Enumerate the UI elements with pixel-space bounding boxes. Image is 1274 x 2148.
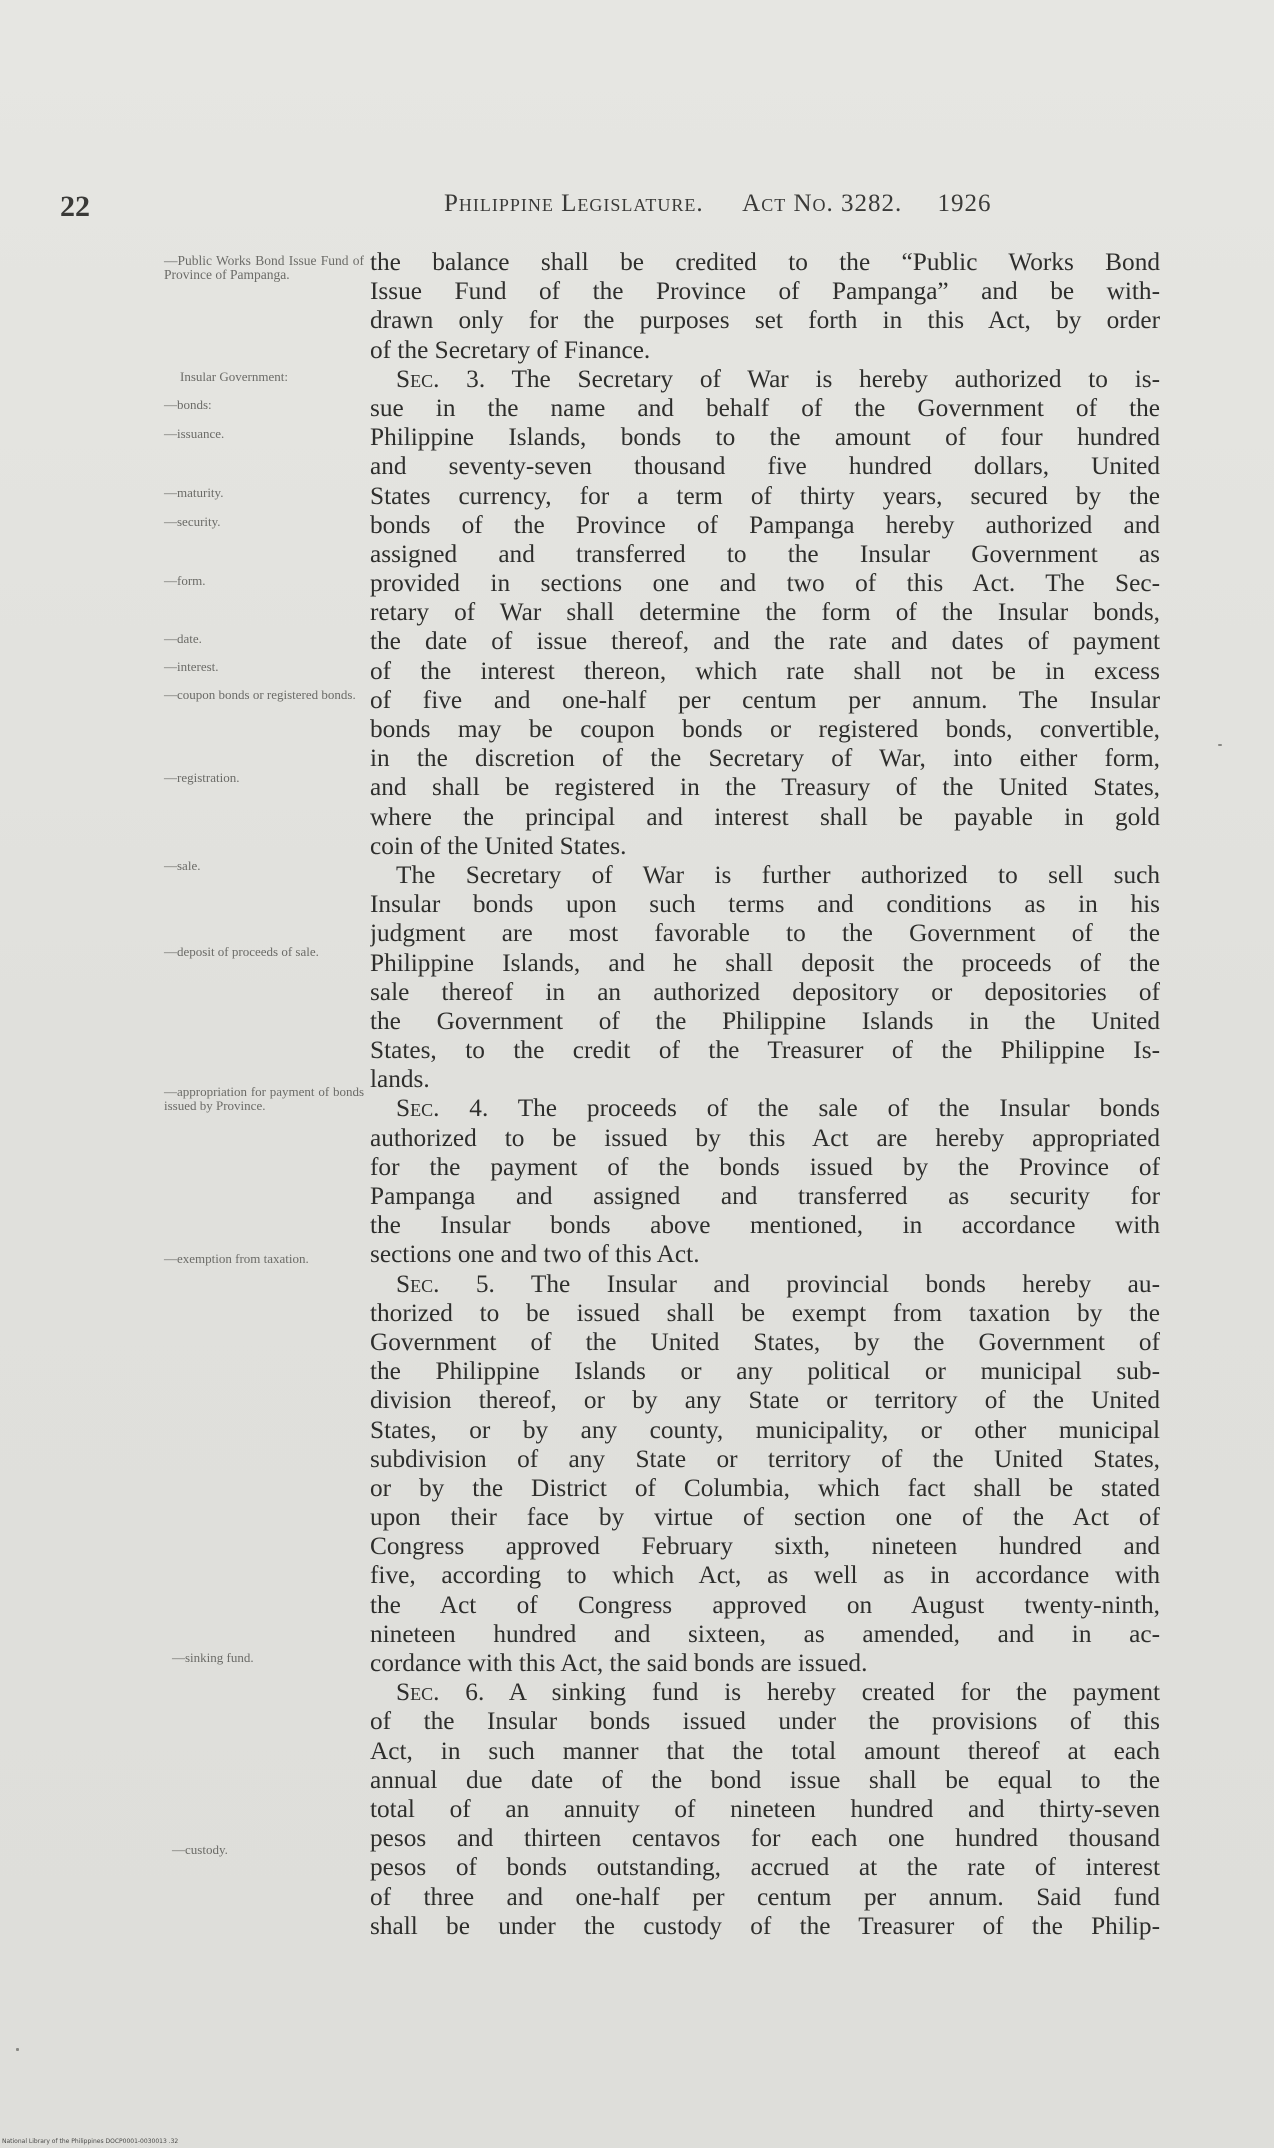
text-line: judgment are most favorable to the Government of the bbox=[370, 919, 1160, 948]
text-line: the Act of Congress approved on August twenty-ninth, bbox=[370, 1590, 1160, 1619]
text-line: subdivision of any State or territory of the United States, bbox=[370, 1444, 1160, 1473]
text-line: of the Secretary of Finance. bbox=[370, 335, 651, 364]
text-line: where the principal and interest shall be payable in gold bbox=[370, 802, 1160, 831]
text-line: States, or by any county, municipality, or other municipal bbox=[370, 1415, 1160, 1444]
text-line: the balance shall be credited to the “Public Works Bond bbox=[370, 248, 1160, 276]
margin-note-sale: —sale. bbox=[164, 858, 201, 873]
text-line: upon their face by virtue of section one of the Act of bbox=[370, 1503, 1160, 1532]
margin-note-deposit: —deposit of proceeds of sale. bbox=[164, 944, 319, 959]
text-line: Act, in such manner that the total amount thereof at each bbox=[370, 1736, 1160, 1765]
margin-note-interest: —interest. bbox=[164, 659, 219, 674]
text-line: retary of War shall determine the form of the Insular bonds, bbox=[370, 598, 1160, 627]
margin-note-security: —security. bbox=[164, 514, 221, 529]
text-line: sale thereof in an authorized depository or depositories of bbox=[370, 977, 1160, 1006]
text-line: States, to the credit of the Treasurer of the Philippine Is- bbox=[370, 1036, 1160, 1065]
text-line: Issue Fund of the Province of Pampanga” and be with- bbox=[370, 277, 1160, 306]
margin-note-appropriation: —appropriation for payment of bonds issued by Province. bbox=[164, 1084, 364, 1113]
text-line: Sec. 5. The Insular and provincial bonds hereby au- bbox=[396, 1269, 1160, 1298]
margin-note-coupon-bonds: —coupon bonds or registered bonds. bbox=[164, 687, 356, 702]
body-text bbox=[370, 248, 1160, 1941]
text-line: and seventy-seven thousand five hundred dollars, United bbox=[370, 452, 1160, 481]
margin-note-registration: —registration. bbox=[164, 770, 240, 785]
text-line: sue in the name and behalf of the Government of the bbox=[370, 393, 1160, 422]
text-line: pesos and thirteen centavos for each one hundred thousand bbox=[370, 1824, 1160, 1853]
text-line: and shall be registered in the Treasury of the United States, bbox=[370, 773, 1160, 802]
text-line: pesos of bonds outstanding, accrued at the rate of interest bbox=[370, 1853, 1160, 1882]
text-line: cordance with this Act, the said bonds are issued. bbox=[370, 1649, 868, 1677]
margin-note-exemption: —exemption from taxation. bbox=[164, 1251, 309, 1266]
text-line: bonds may be coupon bonds or registered bonds, convertible, bbox=[370, 715, 1160, 743]
running-head bbox=[444, 190, 1094, 218]
text-line: total of an annuity of nineteen hundred and thirty-seven bbox=[370, 1794, 1160, 1823]
margin-note-insular-government: Insular Government: bbox=[180, 369, 288, 384]
text-line: Sec. 6. A sinking fund is hereby created for the payment bbox=[396, 1678, 1160, 1707]
text-line: division thereof, or by any State or territory of the United bbox=[370, 1386, 1160, 1415]
running-head-legislature: Philippine Legislature. bbox=[444, 190, 704, 217]
margin-note-issuance: —issuance. bbox=[164, 426, 225, 441]
margin-note-date: —date. bbox=[164, 631, 202, 646]
text-line: the Insular bonds above mentioned, in accordance with bbox=[370, 1211, 1160, 1240]
text-line: the Government of the Philippine Islands in the United bbox=[370, 1006, 1160, 1035]
text-line: five, according to which Act, as well as in accordance with bbox=[370, 1561, 1160, 1590]
text-line: in the discretion of the Secretary of War, into either form, bbox=[370, 744, 1160, 773]
text-line: Congress approved February sixth, nineteen hundred and bbox=[370, 1532, 1160, 1561]
running-head-act: Act No. 3282. bbox=[742, 190, 903, 217]
text-line: of the interest thereon, which rate shall not be in excess bbox=[370, 656, 1160, 685]
text-line: of five and one-half per centum per annum. The Insular bbox=[370, 685, 1160, 714]
text-line: States currency, for a term of thirty years, secured by the bbox=[370, 481, 1160, 510]
text-line: shall be under the custody of the Treasurer of the Philip- bbox=[370, 1911, 1160, 1940]
margin-notes bbox=[0, 0, 370, 2148]
text-line: drawn only for the purposes set forth in this Act, by order bbox=[370, 306, 1160, 335]
margin-note-form: —form. bbox=[164, 573, 206, 588]
running-head-year: 1926 bbox=[937, 190, 992, 217]
text-line: for the payment of the bonds issued by the Province of bbox=[370, 1152, 1160, 1181]
text-line: lands. bbox=[370, 1065, 430, 1094]
text-line: sections one and two of this Act. bbox=[370, 1240, 700, 1269]
margin-note-fund: —Public Works Bond Issue Fund of Province of Pampanga. bbox=[164, 253, 364, 282]
margin-note-maturity: —maturity. bbox=[164, 485, 224, 500]
text-line: Philippine Islands, bonds to the amount of four hundred bbox=[370, 423, 1160, 452]
text-line: thorized to be issued shall be exempt from taxation by the bbox=[370, 1298, 1160, 1327]
text-line: bonds of the Province of Pampanga hereby authorized and bbox=[370, 510, 1160, 539]
text-line: Pampanga and assigned and transferred as security for bbox=[370, 1182, 1160, 1210]
margin-note-bonds: —bonds: bbox=[164, 397, 212, 412]
text-line: the Philippine Islands or any political or municipal sub- bbox=[370, 1357, 1160, 1386]
text-line: annual due date of the bond issue shall be equal to the bbox=[370, 1765, 1160, 1794]
scan-footer: National Library of the Philippines DOCP0001-0030013 .32 bbox=[2, 2138, 179, 2145]
text-line: of three and one-half per centum per annum. Said fund bbox=[370, 1882, 1160, 1911]
text-line: assigned and transferred to the Insular Government as bbox=[370, 539, 1160, 568]
text-line: or by the District of Columbia, which fact shall be stated bbox=[370, 1473, 1160, 1502]
scan-speck bbox=[16, 2048, 19, 2051]
text-line: Sec. 4. The proceeds of the sale of the Insular bonds bbox=[396, 1094, 1160, 1123]
text-line: of the Insular bonds issued under the provisions of this bbox=[370, 1707, 1160, 1736]
text-line: Government of the United States, by the Government of bbox=[370, 1327, 1160, 1356]
text-line: provided in sections one and two of this Act. The Sec- bbox=[370, 569, 1160, 598]
scan-speck bbox=[1218, 744, 1222, 746]
margin-note-sinking-fund: —sinking fund. bbox=[172, 1650, 254, 1665]
text-line: the date of issue thereof, and the rate and dates of payment bbox=[370, 627, 1160, 656]
text-line: nineteen hundred and sixteen, as amended, and in ac- bbox=[370, 1619, 1160, 1648]
text-line: Philippine Islands, and he shall deposit the proceeds of the bbox=[370, 948, 1160, 977]
text-line: Sec. 3. The Secretary of War is hereby authorized to is- bbox=[396, 364, 1160, 393]
text-line: authorized to be issued by this Act are hereby appropriated bbox=[370, 1123, 1160, 1152]
text-line: coin of the United States. bbox=[370, 831, 627, 860]
page-number: 22 bbox=[60, 190, 90, 223]
text-line: The Secretary of War is further authorized to sell such bbox=[396, 860, 1160, 889]
text-line: Insular bonds upon such terms and conditions as in his bbox=[370, 890, 1160, 919]
margin-note-custody: —custody. bbox=[172, 1842, 228, 1857]
